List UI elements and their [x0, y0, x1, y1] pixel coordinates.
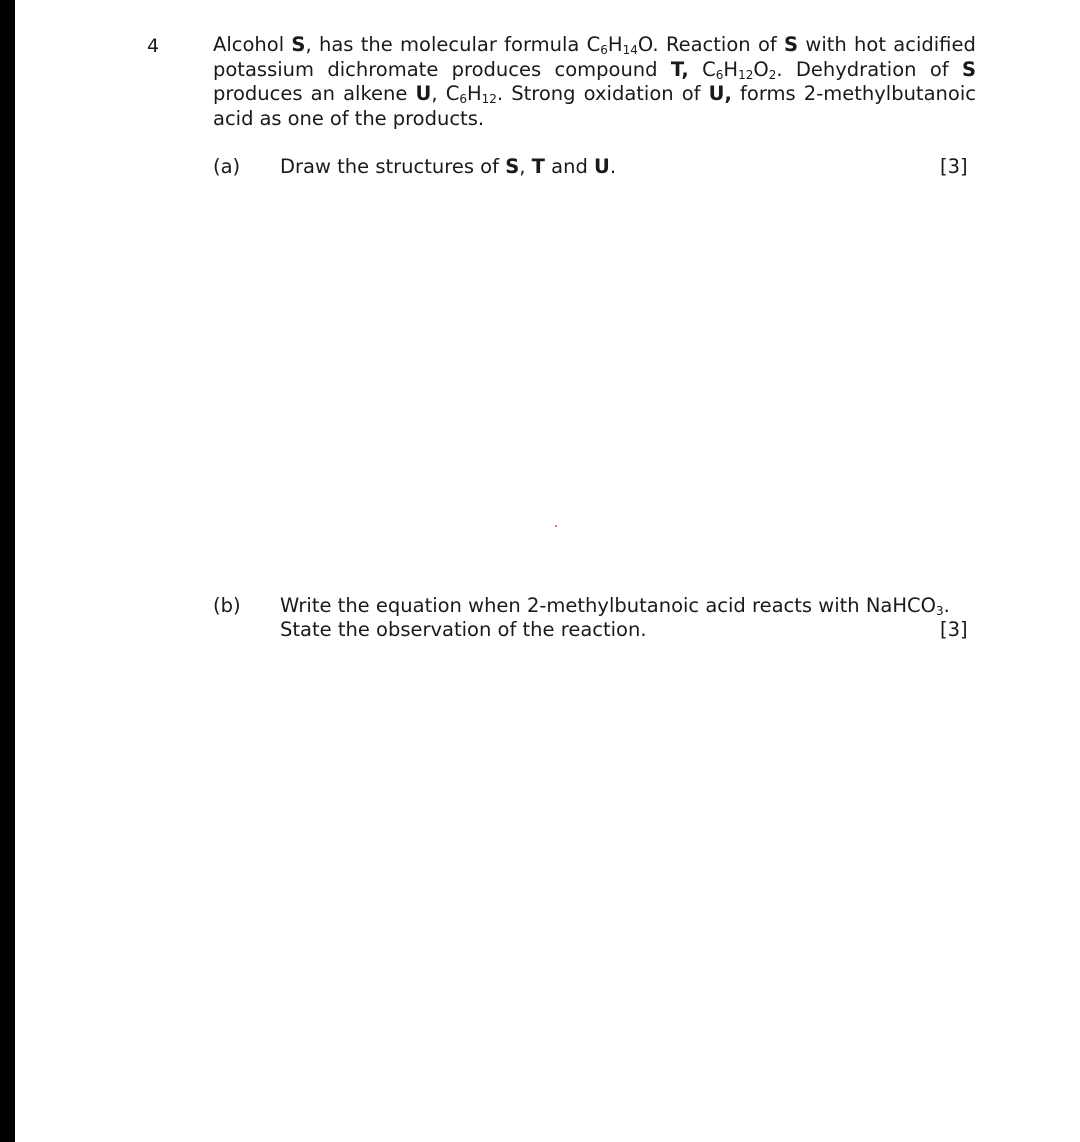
stem-line-1: Alcohol S, has the molecular formula $C_6H_{14}O$. Reaction of S with hot acidified	[213, 33, 976, 57]
stem-line-2: potassium dichromate produces compound T, $C_6H_{12}O_2$. Dehydration of S	[213, 57, 976, 82]
question-number: 4	[147, 35, 160, 57]
part-b-line1: Write the equation when 2-methylbutanoic acid reacts with NaHCO$_3$.	[280, 594, 950, 618]
stray-mark	[555, 525, 557, 527]
stem-line-4: acid as one of the products.	[213, 106, 485, 130]
question-stem	[213, 33, 976, 131]
part-b-marks: [3]	[940, 618, 968, 641]
part-a-label: (a)	[213, 155, 241, 178]
part-a-marks: [3]	[940, 155, 968, 178]
part-b-label: (b)	[213, 594, 241, 617]
stem-line-3: produces an alkene U, $C_6H_{12}$. Strong oxidation of U, forms 2-methylbutanoic	[213, 82, 976, 106]
part-a-text: Draw the structures of S, T and U.	[280, 155, 617, 178]
part-b-line2: State the observation of the reaction.	[280, 618, 647, 641]
